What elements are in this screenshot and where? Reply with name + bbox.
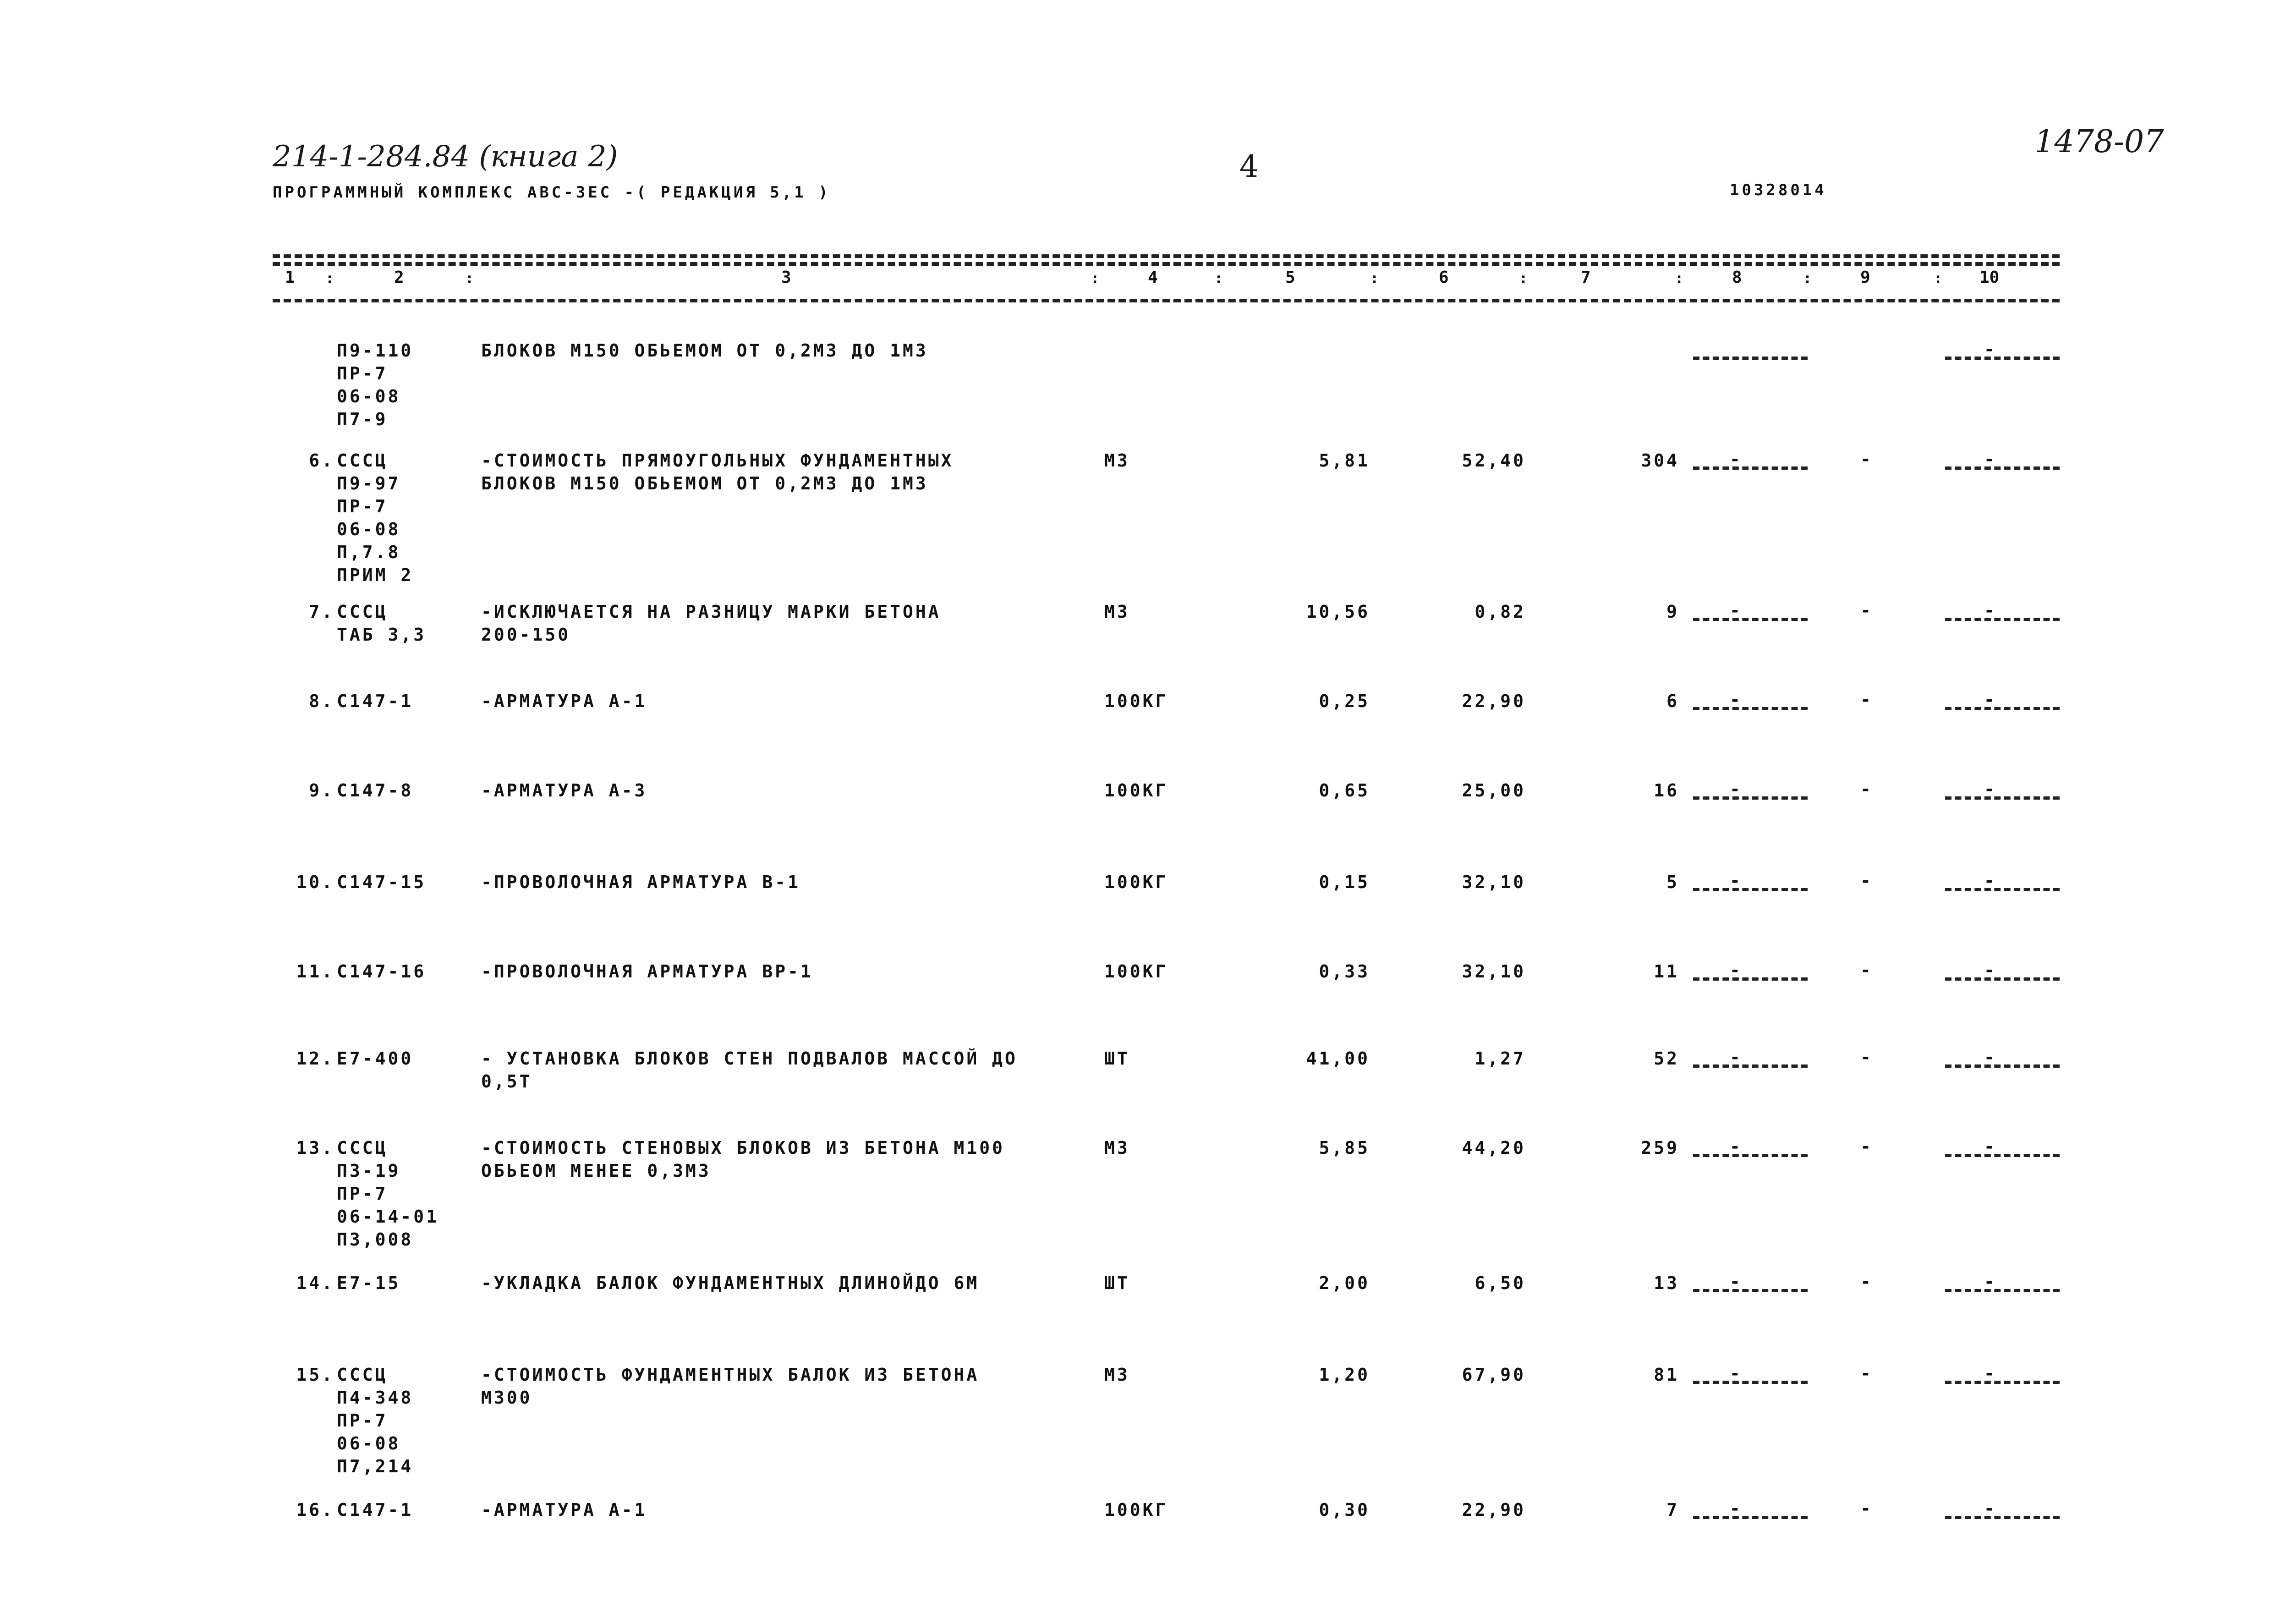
- row-description-line: -ПРОВОЛОЧНАЯ АРМАТУРА ВР-1: [481, 961, 813, 982]
- row-code-line: 06-14-01: [337, 1207, 439, 1227]
- row-col8-dash: [1693, 707, 1808, 710]
- row-description: [481, 339, 928, 362]
- col-header-9: 9: [1860, 268, 1870, 287]
- row-description-line: 0,5Т: [481, 1071, 532, 1092]
- row-col8-value: -: [1730, 960, 1740, 980]
- row-description-line: -СТОИМОСТЬ ФУНДАМЕНТНЫХ БАЛОК ИЗ БЕТОНА: [481, 1365, 980, 1385]
- row-description-line: -АРМАТУРА А-1: [481, 1500, 647, 1520]
- row-codes: [337, 1136, 439, 1251]
- row-description: [481, 871, 800, 894]
- row-col10-value: -: [1984, 871, 1995, 891]
- row-description-line: -СТОИМОСТЬ СТЕНОВЫХ БЛОКОВ ИЗ БЕТОНА М100: [481, 1138, 1005, 1158]
- row-unit: М3: [1104, 450, 1130, 471]
- row-col9-value: -: [1860, 1047, 1871, 1067]
- row-unit-price: 44,20: [1462, 1138, 1526, 1158]
- row-col9-value: -: [1860, 690, 1871, 710]
- row-description: [481, 690, 647, 713]
- row-description-line: -АРМАТУРА А-3: [481, 780, 647, 801]
- row-unit-price: 6,50: [1474, 1273, 1526, 1293]
- row-description-line: ОБЬЕОМ МЕНЕЕ 0,3М3: [481, 1161, 711, 1181]
- row-col10-dash: [1945, 1064, 2060, 1068]
- row-col10-dash: [1945, 796, 2060, 800]
- row-description-line: -АРМАТУРА А-1: [481, 691, 647, 711]
- row-quantity: 0,33: [1319, 961, 1370, 982]
- row-unit: 100КГ: [1104, 691, 1168, 711]
- row-col10-value: -: [1984, 339, 1995, 359]
- row-quantity: 0,30: [1319, 1500, 1370, 1520]
- row-code-line: ПР-7: [337, 496, 388, 516]
- row-col10-value: -: [1984, 1363, 1995, 1383]
- row-description-line: -СТОИМОСТЬ ПРЯМОУГОЛЬНЫХ ФУНДАМЕНТНЫХ: [481, 450, 954, 471]
- row-description: [481, 779, 647, 802]
- col-separator: :: [465, 269, 474, 287]
- row-description: [481, 1498, 647, 1521]
- row-col10-value: -: [1984, 600, 1995, 620]
- row-col8-value: -: [1730, 779, 1740, 799]
- row-number: 11.: [296, 961, 334, 982]
- row-codes: [337, 600, 426, 646]
- row-unit: 100КГ: [1104, 872, 1168, 892]
- row-col8-dash: [1693, 1064, 1808, 1068]
- row-total: 16: [1654, 780, 1679, 801]
- table-header-bottom-rule: [273, 299, 2060, 302]
- row-col10-dash: [1945, 977, 2060, 981]
- col-separator: :: [1934, 269, 1943, 287]
- row-unit-price: 22,90: [1462, 1500, 1526, 1520]
- row-code-line: ПР-7: [337, 1410, 388, 1431]
- row-description-line: - УСТАНОВКА БЛОКОВ СТЕН ПОДВАЛОВ МАССОЙ ДО: [481, 1048, 1018, 1069]
- row-col10-dash: [1945, 1516, 2060, 1519]
- row-code-line: Е7-400: [337, 1048, 414, 1069]
- row-col8-value: -: [1730, 690, 1740, 710]
- row-codes: [337, 1272, 400, 1295]
- row-col10-dash: [1945, 1381, 2060, 1384]
- row-number: 12.: [296, 1048, 334, 1069]
- row-description-line: БЛОКОВ М150 ОБЬЕМОМ ОТ 0,2М3 ДО 1М3: [481, 340, 928, 361]
- row-unit: 100КГ: [1104, 1500, 1168, 1520]
- row-col9-value: -: [1860, 600, 1871, 620]
- row-total: 11: [1654, 961, 1679, 982]
- row-col9-value: -: [1860, 1272, 1871, 1292]
- row-description: [481, 1363, 979, 1409]
- row-codes: [337, 960, 426, 983]
- row-code-line: ПРИМ 2: [337, 565, 414, 585]
- row-quantity: 10,56: [1306, 602, 1370, 622]
- row-total: 9: [1666, 602, 1679, 622]
- row-col8-value: -: [1730, 871, 1740, 891]
- row-quantity: 0,15: [1319, 872, 1370, 892]
- row-description: [481, 1136, 1005, 1182]
- row-col10-value: -: [1984, 1136, 1995, 1157]
- row-unit: ШТ: [1104, 1048, 1130, 1069]
- row-code-line: ТАБ 3,3: [337, 625, 427, 645]
- row-total: 259: [1641, 1138, 1679, 1158]
- row-unit-price: 25,00: [1462, 780, 1526, 801]
- col-header-7: 7: [1581, 268, 1591, 287]
- row-description-line: БЛОКОВ М150 ОБЬЕМОМ ОТ 0,2М3 ДО 1М3: [481, 473, 928, 494]
- col-header-5: 5: [1285, 268, 1295, 287]
- page-number: 4: [1239, 149, 1259, 184]
- col-header-2: 2: [394, 268, 404, 287]
- row-col10-value: -: [1984, 449, 1995, 469]
- document-code: 10328014: [1730, 181, 1827, 199]
- row-col10-dash: [1945, 357, 2060, 360]
- row-unit-price: 1,27: [1474, 1048, 1526, 1069]
- row-col10-value: -: [1984, 1047, 1995, 1067]
- program-subtitle: ПРОГРАММНЫЙ КОМПЛЕКС АВС-3ЕС -( РЕДАКЦИЯ 5,1 ): [273, 183, 831, 202]
- row-number: 7.: [309, 602, 334, 622]
- row-unit: 100КГ: [1104, 780, 1168, 801]
- row-quantity: 2,00: [1319, 1273, 1370, 1293]
- row-col8-value: -: [1730, 1363, 1740, 1383]
- row-unit-price: 32,10: [1462, 872, 1526, 892]
- row-code-line: 06-08: [337, 386, 401, 406]
- row-col9-value: -: [1860, 960, 1871, 980]
- row-total: 5: [1666, 872, 1679, 892]
- col-separator: :: [1370, 269, 1379, 287]
- row-col10-dash: [1945, 707, 2060, 710]
- row-col8-dash: [1693, 466, 1808, 470]
- row-code-line: С147-8: [337, 780, 414, 801]
- col-separator: :: [1675, 269, 1684, 287]
- row-col8-value: -: [1730, 449, 1740, 469]
- row-code-line: 06-08: [337, 519, 401, 539]
- row-description: [481, 449, 954, 495]
- row-quantity: 5,85: [1319, 1138, 1370, 1158]
- row-code-line: П7,214: [337, 1456, 414, 1476]
- row-code-line: С147-16: [337, 961, 427, 982]
- table-top-rule: [273, 254, 2060, 258]
- col-header-1: 1: [285, 268, 295, 287]
- row-number: 9.: [309, 780, 334, 801]
- row-col10-dash: [1945, 1289, 2060, 1292]
- row-col8-dash: [1693, 357, 1808, 360]
- row-codes: [337, 1363, 413, 1478]
- row-codes: [337, 1498, 413, 1521]
- row-code-line: С147-1: [337, 691, 414, 711]
- row-code-line: СССЦ: [337, 602, 388, 622]
- row-codes: [337, 871, 426, 894]
- row-col10-dash: [1945, 618, 2060, 621]
- row-col8-dash: [1693, 1154, 1808, 1157]
- row-code-line: ПР-7: [337, 1184, 388, 1204]
- row-code-line: С147-1: [337, 1500, 414, 1520]
- row-code-line: П4-348: [337, 1388, 414, 1408]
- row-quantity: 41,00: [1306, 1048, 1370, 1069]
- col-header-10: 10: [1979, 268, 2000, 287]
- row-code-line: П3-19: [337, 1161, 401, 1181]
- col-separator: :: [1214, 269, 1223, 287]
- row-description-line: -УКЛАДКА БАЛОК ФУНДАМЕНТНЫХ ДЛИНОЙДО 6М: [481, 1273, 980, 1293]
- row-code-line: СССЦ: [337, 1365, 388, 1385]
- row-col10-value: -: [1984, 779, 1995, 799]
- row-quantity: 5,81: [1319, 450, 1370, 471]
- row-number: 8.: [309, 691, 334, 711]
- row-col9-value: -: [1860, 1363, 1871, 1383]
- row-unit-price: 0,82: [1474, 602, 1526, 622]
- col-header-3: 3: [781, 268, 791, 287]
- row-unit: ШТ: [1104, 1273, 1130, 1293]
- row-codes: [337, 779, 413, 802]
- row-codes: [337, 449, 413, 587]
- row-unit: М3: [1104, 1365, 1130, 1385]
- row-code-line: П,7.8: [337, 542, 401, 562]
- row-description: [481, 600, 941, 646]
- row-col9-value: -: [1860, 449, 1871, 469]
- row-col8-value: -: [1730, 600, 1740, 620]
- row-description: [481, 960, 813, 983]
- row-total: 6: [1666, 691, 1679, 711]
- row-col9-value: -: [1860, 779, 1871, 799]
- row-total: 13: [1654, 1273, 1679, 1293]
- row-number: 14.: [296, 1273, 334, 1293]
- row-description: [481, 1272, 979, 1295]
- sheet-mark: 1478-07: [2034, 124, 2164, 160]
- col-header-8: 8: [1732, 268, 1742, 287]
- row-col8-dash: [1693, 1381, 1808, 1384]
- row-number: 6.: [309, 450, 334, 471]
- row-code-line: ПР-7: [337, 363, 388, 384]
- row-code-line: П9-110: [337, 340, 414, 361]
- row-codes: [337, 1047, 413, 1070]
- row-unit-price: 52,40: [1462, 450, 1526, 471]
- row-col8-dash: [1693, 888, 1808, 891]
- row-code-line: СССЦ: [337, 450, 388, 471]
- row-unit-price: 67,90: [1462, 1365, 1526, 1385]
- row-description: [481, 1047, 1018, 1093]
- row-codes: [337, 339, 413, 431]
- row-total: 304: [1641, 450, 1679, 471]
- col-header-4: 4: [1148, 268, 1158, 287]
- row-col10-value: -: [1984, 690, 1995, 710]
- row-code-line: 06-08: [337, 1433, 401, 1454]
- col-separator: :: [1519, 269, 1528, 287]
- row-col10-value: -: [1984, 960, 1995, 980]
- row-quantity: 0,25: [1319, 691, 1370, 711]
- col-separator: :: [1091, 269, 1100, 287]
- row-code-line: СССЦ: [337, 1138, 388, 1158]
- row-quantity: 0,65: [1319, 780, 1370, 801]
- row-number: 15.: [296, 1365, 334, 1385]
- row-number: 10.: [296, 872, 334, 892]
- row-code-line: П3,008: [337, 1229, 414, 1250]
- row-col10-value: -: [1984, 1272, 1995, 1292]
- row-col8-value: -: [1730, 1498, 1740, 1519]
- row-col10-dash: [1945, 1154, 2060, 1157]
- row-col8-dash: [1693, 1289, 1808, 1292]
- row-code-line: Е7-15: [337, 1273, 401, 1293]
- row-total: 52: [1654, 1048, 1679, 1069]
- col-separator: :: [325, 269, 334, 287]
- row-col10-dash: [1945, 466, 2060, 470]
- row-unit: М3: [1104, 602, 1130, 622]
- row-unit: 100КГ: [1104, 961, 1168, 982]
- row-quantity: 1,20: [1319, 1365, 1370, 1385]
- row-description-line: -ПРОВОЛОЧНАЯ АРМАТУРА В-1: [481, 872, 800, 892]
- row-total: 81: [1654, 1365, 1679, 1385]
- table-top-rule-2: [273, 262, 2060, 266]
- row-col8-dash: [1693, 977, 1808, 981]
- row-col9-value: -: [1860, 1498, 1871, 1519]
- row-col8-dash: [1693, 618, 1808, 621]
- row-col10-dash: [1945, 888, 2060, 891]
- row-col9-value: -: [1860, 871, 1871, 891]
- row-code-line: П9-97: [337, 473, 401, 494]
- row-col8-dash: [1693, 1516, 1808, 1519]
- row-col8-value: -: [1730, 1047, 1740, 1067]
- row-col10-value: -: [1984, 1498, 1995, 1519]
- row-unit: М3: [1104, 1138, 1130, 1158]
- row-number: 16.: [296, 1500, 334, 1520]
- col-header-6: 6: [1439, 268, 1449, 287]
- row-codes: [337, 690, 413, 713]
- row-description-line: 200-150: [481, 625, 571, 645]
- row-number: 13.: [296, 1138, 334, 1158]
- row-total: 7: [1666, 1500, 1679, 1520]
- row-unit-price: 32,10: [1462, 961, 1526, 982]
- row-code-line: С147-15: [337, 872, 427, 892]
- row-unit-price: 22,90: [1462, 691, 1526, 711]
- row-col8-value: -: [1730, 1272, 1740, 1292]
- row-col8-value: -: [1730, 1136, 1740, 1157]
- handwritten-document-reference: 214-1-284.84 (книга 2): [273, 140, 618, 174]
- col-separator: :: [1803, 269, 1812, 287]
- row-col8-dash: [1693, 796, 1808, 800]
- row-description-line: М300: [481, 1388, 532, 1408]
- row-description-line: -ИСКЛЮЧАЕТСЯ НА РАЗНИЦУ МАРКИ БЕТОНА: [481, 602, 941, 622]
- row-code-line: П7-9: [337, 409, 388, 429]
- row-col9-value: -: [1860, 1136, 1871, 1157]
